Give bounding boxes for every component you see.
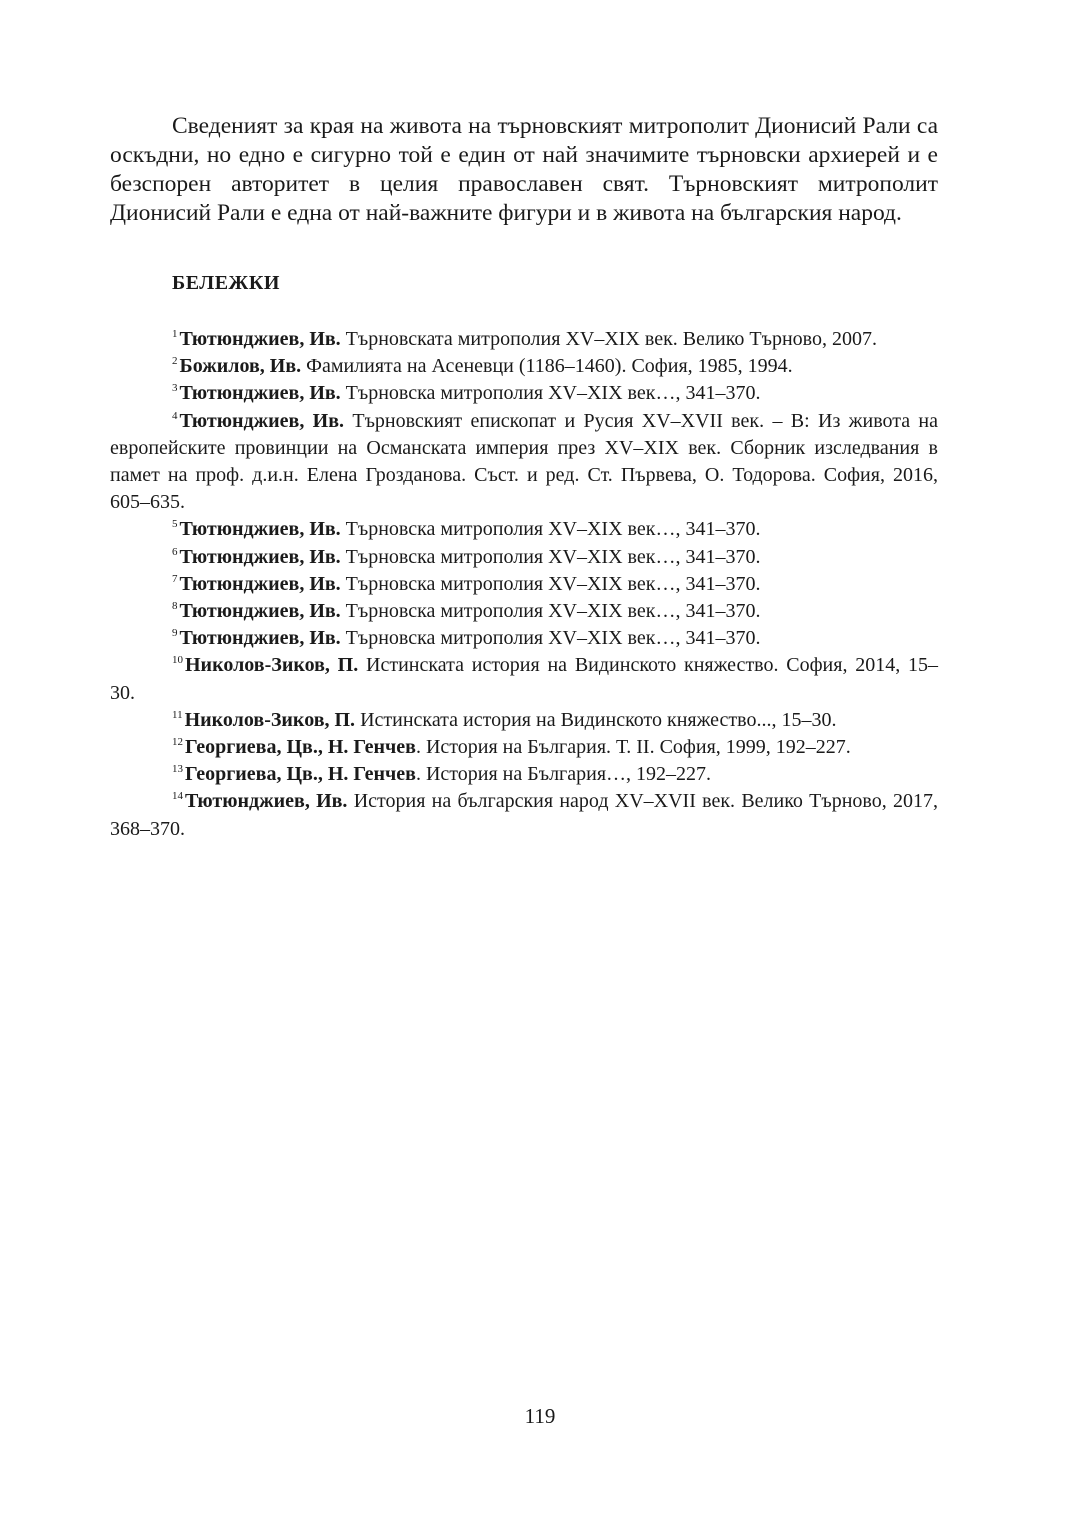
note-text: Търновска митрополия XV–XIX век…, 341–370. [340, 572, 761, 595]
note-number: 8 [172, 600, 178, 613]
note-item [110, 516, 938, 543]
note-number: 5 [172, 518, 178, 531]
note-text: Търновският епископат и Русия XV–XVII век. – В: Из живота на европейските провинции на Османската империя през XV–XIX век. Сборник изследвания в памет на проф. д.и.н. Елена Грозданова. Съст. и ред. Ст. Първева, О. Тодорова. София, 2016, 605–635. [110, 409, 939, 514]
note-item [110, 652, 938, 706]
note-item [110, 408, 938, 517]
note-number: 11 [172, 708, 183, 721]
note-text: Фамилията на Асеневци (1186–1460). София, 1985, 1994. [301, 355, 793, 378]
note-author: Тютюнджиев, Ив. [179, 518, 341, 541]
note-item [110, 598, 938, 625]
note-text: Търновска митрополия XV–XIX век…, 341–370. [340, 627, 761, 650]
note-number: 4 [172, 409, 178, 422]
note-text: Търновска митрополия XV–XIX век…, 341–370. [340, 545, 761, 568]
notes-list [110, 326, 938, 843]
note-text: Търновска митрополия XV–XIX век…, 341–370. [340, 518, 761, 541]
note-text: Търновска митрополия XV–XIX век…, 341–370. [340, 382, 761, 405]
note-item [110, 380, 938, 407]
note-item [110, 571, 938, 598]
note-text: . История на България. Т. II. София, 1999, 192–227. [415, 736, 851, 759]
note-item [110, 544, 938, 571]
note-number: 12 [172, 736, 183, 749]
note-number: 13 [172, 763, 183, 776]
note-text: История на българския народ XV–XVII век. Велико Търново, 2017, 368–370. [110, 790, 939, 840]
note-text: Търновската митрополия XV–XIX век. Велико Търново, 2007. [340, 328, 877, 350]
note-number: 1 [172, 328, 178, 340]
note-item [110, 625, 938, 652]
note-number: 3 [172, 382, 178, 395]
note-number: 9 [172, 627, 178, 640]
note-number: 10 [172, 654, 183, 667]
note-number: 6 [172, 545, 178, 558]
note-item [110, 761, 938, 788]
note-item [110, 788, 938, 842]
note-author: Георгиева, Цв., Н. Генчев [185, 736, 416, 759]
note-text: Търновска митрополия XV–XIX век…, 341–370. [340, 600, 761, 623]
note-author: Тютюнджиев, Ив. [179, 382, 341, 405]
note-author: Тютюнджиев, Ив. [185, 790, 348, 813]
note-author: Тютюнджиев, Ив. [179, 409, 345, 432]
note-number: 14 [172, 790, 183, 803]
note-text: Истинската история на Видинското княжество. София, 2014, 15–30. [110, 654, 938, 704]
note-item [110, 707, 938, 734]
note-text: Истинската история на Видинското княжество..., 15–30. [355, 708, 837, 731]
note-text: . История на България…, 192–227. [415, 763, 712, 786]
note-author: Тютюнджиев, Ив. [179, 545, 341, 568]
note-author: Николов-Зиков, П. [184, 708, 356, 731]
notes-heading: БЕЛЕЖКИ [172, 272, 280, 294]
body-paragraph: Сведеният за края на живота на търновският митрополит Дионисий Рали са оскъдни, но едно е сигурно той е един от най значимите търновски архиерей и е безспорен авторитет в целия православен свят. Търновският митрополит Дионисий Рали е една от най-важните фигури и в живота на българския народ. [110, 113, 938, 226]
note-author: Тютюнджиев, Ив. [179, 600, 341, 623]
note-item [110, 326, 938, 353]
page-number: 119 [524, 1404, 556, 1428]
note-author: Николов-Зиков, П. [185, 654, 359, 677]
note-number: 2 [172, 355, 178, 368]
note-author: Божилов, Ив. [179, 355, 302, 378]
note-author: Георгиева, Цв., Н. Генчев [185, 763, 416, 786]
note-author: Тютюнджиев, Ив. [179, 572, 341, 595]
note-item [110, 734, 938, 761]
note-number: 7 [172, 572, 178, 585]
note-author: Тютюнджиев, Ив. [179, 627, 341, 650]
page-content [110, 112, 939, 840]
note-author: Тютюнджиев, Ив. [179, 328, 341, 350]
note-item [110, 353, 938, 380]
